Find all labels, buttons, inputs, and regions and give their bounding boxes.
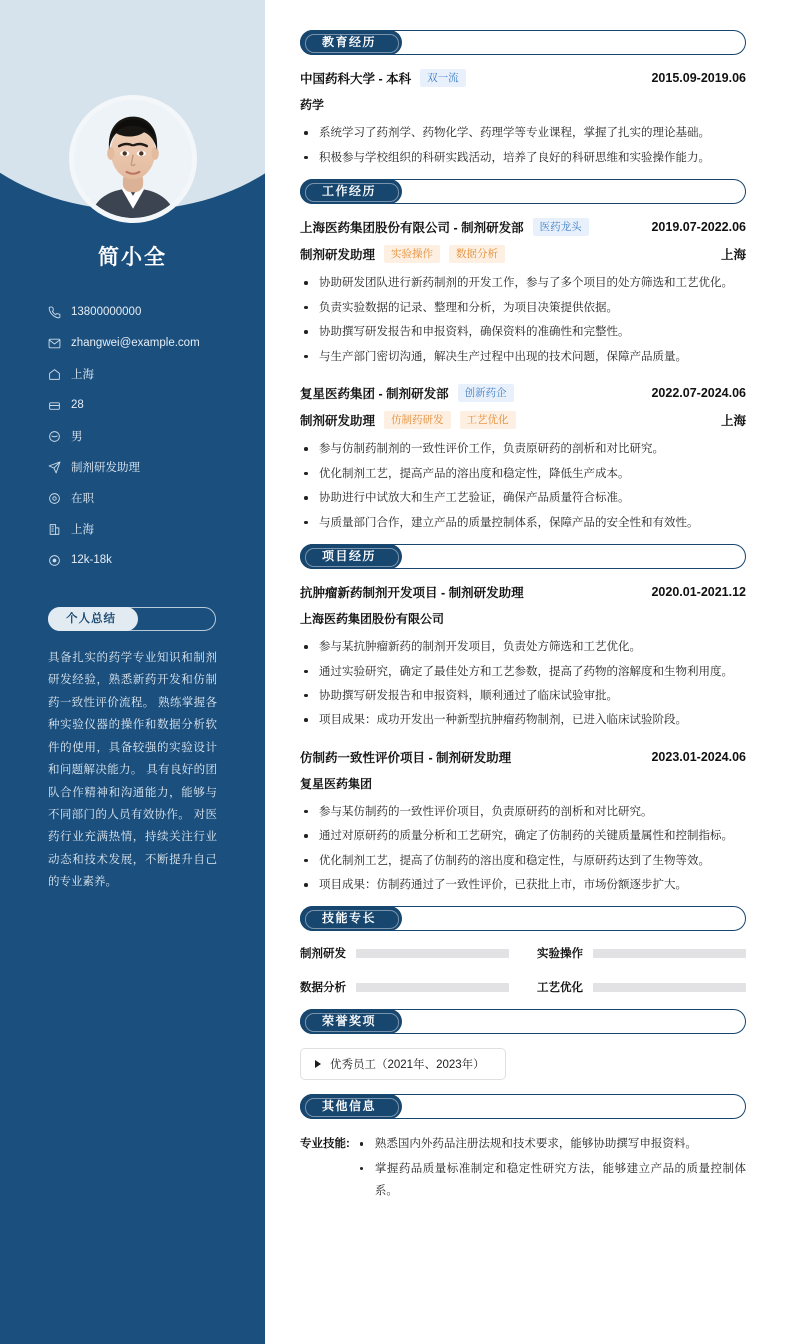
entry-title-row (300, 748, 746, 766)
entry-role-row (300, 411, 746, 429)
contact-item-salary (48, 547, 265, 573)
project-date: 2020.01-2021.12 (651, 585, 746, 600)
section-header-label: 教育经历 (300, 30, 402, 55)
caret-right-icon[interactable] (315, 1060, 321, 1068)
skill-grid (300, 945, 746, 995)
contact-salary-text: 12k-18k (71, 554, 112, 566)
section-skills (300, 906, 746, 995)
work-bullets (300, 272, 746, 368)
section-header-label: 项目经历 (300, 544, 402, 569)
list-item: 与质量部门合作，建立产品的质量控制体系，保障产品的安全性和有效性。 (300, 512, 746, 534)
project-entry (300, 748, 746, 897)
entry-title-row (300, 69, 746, 87)
salary-icon (48, 554, 66, 567)
contact-item-position (48, 454, 265, 480)
sidebar-section-header-summary (48, 607, 216, 631)
project-bullets (300, 636, 746, 732)
section-other (300, 1094, 746, 1204)
work-date: 2019.07-2022.06 (651, 220, 746, 235)
list-item: 参与仿制药制剂的一致性评价工作，负责原研药的剖析和对比研究。 (300, 438, 746, 460)
email-icon (48, 337, 66, 350)
sidebar (0, 0, 265, 1344)
main-content (265, 0, 794, 1344)
avatar (69, 95, 197, 223)
contact-city-text: 上海 (71, 524, 94, 536)
work-role-tag: 仿制药研发 (384, 411, 451, 429)
contact-email-text: zhangwei@example.com (71, 337, 200, 349)
project-date: 2023.01-2024.06 (651, 749, 746, 764)
list-item: 参与某抗肿瘤新药的制剂开发项目，负责处方筛选和工艺优化。 (300, 636, 746, 658)
work-company-tag: 创新药企 (458, 384, 514, 402)
honor-list (300, 1048, 746, 1080)
project-bullets (300, 801, 746, 897)
other-info-row (300, 1133, 746, 1204)
contact-gender-text: 男 (71, 431, 83, 443)
list-item: 协助进行中试放大和生产工艺验证，确保产品质量符合标准。 (300, 487, 746, 509)
section-header-projects (300, 544, 746, 569)
skill-bar-track (593, 983, 746, 992)
entry-role-row (300, 245, 746, 263)
project-title: 仿制药一致性评价项目 - 制剂研发助理 (300, 750, 512, 765)
summary-text: 具备扎实的药学专业知识和制剂研发经验，熟悉新药开发和仿制药一致性评价流程。 熟练掌握各种实验仪器的操作和数据分析软件的使用，具备较强的实验设计和问题解决能力。 具有良好的团队合作精神和沟通能力，能够与不同部门的人员有效协作。 对医药行业充满热情，持续关注行业动态和技术发展，不断提升自己的专业素养。 (48, 652, 217, 889)
contact-age-text: 28 (71, 399, 84, 411)
entry-title-row (300, 583, 746, 601)
education-major: 药学 (300, 98, 325, 113)
contact-position-text: 制剂研发助理 (71, 462, 140, 474)
skill-name: 数据分析 (300, 982, 346, 995)
skill-item (537, 979, 746, 995)
work-role-tag: 工艺优化 (460, 411, 516, 429)
contact-item-gender (48, 423, 265, 449)
contact-list (0, 299, 265, 573)
skill-item (300, 979, 509, 995)
education-school: 中国药科大学 - 本科 (300, 72, 412, 87)
contact-status-text: 在职 (71, 493, 94, 505)
section-education (300, 30, 746, 169)
project-company: 上海医药集团股份有限公司 (300, 612, 445, 627)
project-title: 抗肿瘤新药制剂开发项目 - 制剂研发助理 (300, 586, 524, 601)
contact-item-phone (48, 299, 265, 325)
education-bullets (300, 122, 746, 169)
section-header-label: 其他信息 (300, 1094, 402, 1119)
list-item: 通过实验研究，确定了最佳处方和工艺参数，提高了药物的溶解度和生物利用度。 (300, 661, 746, 683)
list-item: 项目成果：仿制药通过了一致性评价，已获批上市，市场份额逐步扩大。 (300, 874, 746, 896)
section-header-skills (300, 906, 746, 931)
age-badge-icon (48, 399, 66, 412)
list-item: 与生产部门密切沟通，解决生产过程中出现的技术问题，保障产品质量。 (300, 346, 746, 368)
person-name: 简小全 (98, 246, 167, 269)
section-header-work (300, 179, 746, 204)
home-icon (48, 368, 66, 381)
phone-icon (48, 306, 66, 319)
contact-item-status (48, 485, 265, 511)
skill-bar-track (356, 983, 509, 992)
work-company: 复星医药集团 - 制剂研发部 (300, 387, 449, 402)
list-item: 优化制剂工艺，提高产品的溶出度和稳定性，降低生产成本。 (300, 463, 746, 485)
contact-item-city (48, 516, 265, 542)
section-header-other (300, 1094, 746, 1119)
work-location: 上海 (720, 248, 746, 263)
work-role: 制剂研发助理 (300, 248, 376, 263)
list-item: 协助撰写研发报告和申报资料，确保资料的准确性和完整性。 (300, 321, 746, 343)
skill-name: 制剂研发 (300, 948, 346, 961)
skill-item (537, 945, 746, 961)
work-company: 上海医药集团股份有限公司 - 制剂研发部 (300, 221, 524, 236)
education-date: 2015.09-2019.06 (651, 71, 746, 86)
building-icon (48, 523, 66, 536)
work-role: 制剂研发助理 (300, 414, 376, 429)
project-company: 复星医药集团 (300, 776, 373, 791)
list-item: 优化制剂工艺，提高了仿制药的溶出度和稳定性，与原研药达到了生物等效。 (300, 850, 746, 872)
list-item: 熟悉国内外药品注册法规和技术要求，能够协助撰写申报资料。 (356, 1133, 746, 1155)
work-date: 2022.07-2024.06 (651, 386, 746, 401)
work-role-tag: 数据分析 (449, 245, 505, 263)
avatar-photo-icon (74, 100, 192, 218)
other-info-bullets (350, 1133, 746, 1204)
list-item: 系统学习了药剂学、药物化学、药理学等专业课程，掌握了扎实的理论基础。 (300, 122, 746, 144)
work-entry (300, 384, 746, 534)
gender-icon (48, 430, 66, 443)
honor-item[interactable] (300, 1048, 506, 1080)
work-bullets (300, 438, 746, 534)
other-info-label: 专业技能: (300, 1138, 350, 1151)
skill-bar-track (356, 949, 509, 958)
list-item: 项目成果：成功开发出一种新型抗肿瘤药物制剂，已进入临床试验阶段。 (300, 709, 746, 731)
list-item: 协助研发团队进行新药制剂的开发工作，参与了多个项目的处方筛选和工艺优化。 (300, 272, 746, 294)
list-item: 协助撰写研发报告和申报资料，顺利通过了临床试验审批。 (300, 685, 746, 707)
honor-label: 优秀员工（2021年、2023年） (330, 1059, 485, 1072)
work-role-tag: 实验操作 (384, 245, 440, 263)
section-header-education (300, 30, 746, 55)
section-projects (300, 544, 746, 896)
work-entry (300, 218, 746, 368)
project-entry (300, 583, 746, 732)
entry-title-row (300, 218, 746, 236)
list-item: 负责实验数据的记录、整理和分析，为项目决策提供依据。 (300, 297, 746, 319)
paper-plane-icon (48, 461, 66, 474)
contact-phone-text: 13800000000 (71, 306, 142, 318)
skill-name: 工艺优化 (537, 982, 583, 995)
list-item: 参与某仿制药的一致性评价项目，负责原研药的剖析和对比研究。 (300, 801, 746, 823)
skill-name: 实验操作 (537, 948, 583, 961)
work-location: 上海 (720, 414, 746, 429)
entry-title-row (300, 384, 746, 402)
skill-bar-track (593, 949, 746, 958)
section-header-label: 技能专长 (300, 906, 402, 931)
sidebar-pill-label: 个人总结 (48, 607, 138, 631)
section-header-label: 荣誉奖项 (300, 1009, 402, 1034)
list-item: 积极参与学校组织的科研实践活动，培养了良好的科研思维和实验操作能力。 (300, 147, 746, 169)
work-company-tag: 医药龙头 (533, 218, 589, 236)
section-header-label: 工作经历 (300, 179, 402, 204)
education-entry (300, 69, 746, 169)
contact-item-age (48, 392, 265, 418)
list-item: 掌握药品质量标准制定和稳定性研究方法，能够建立产品的质量控制体系。 (356, 1158, 746, 1203)
status-circle-icon (48, 492, 66, 505)
contact-hometown-text: 上海 (71, 369, 94, 381)
contact-item-hometown (48, 361, 265, 387)
section-header-honors (300, 1009, 746, 1034)
contact-item-email (48, 330, 265, 356)
skill-item (300, 945, 509, 961)
section-work (300, 179, 746, 534)
list-item: 通过对原研药的质量分析和工艺研究，确定了仿制药的关键质量属性和控制指标。 (300, 825, 746, 847)
education-tag: 双一流 (420, 69, 466, 87)
section-honors (300, 1009, 746, 1080)
